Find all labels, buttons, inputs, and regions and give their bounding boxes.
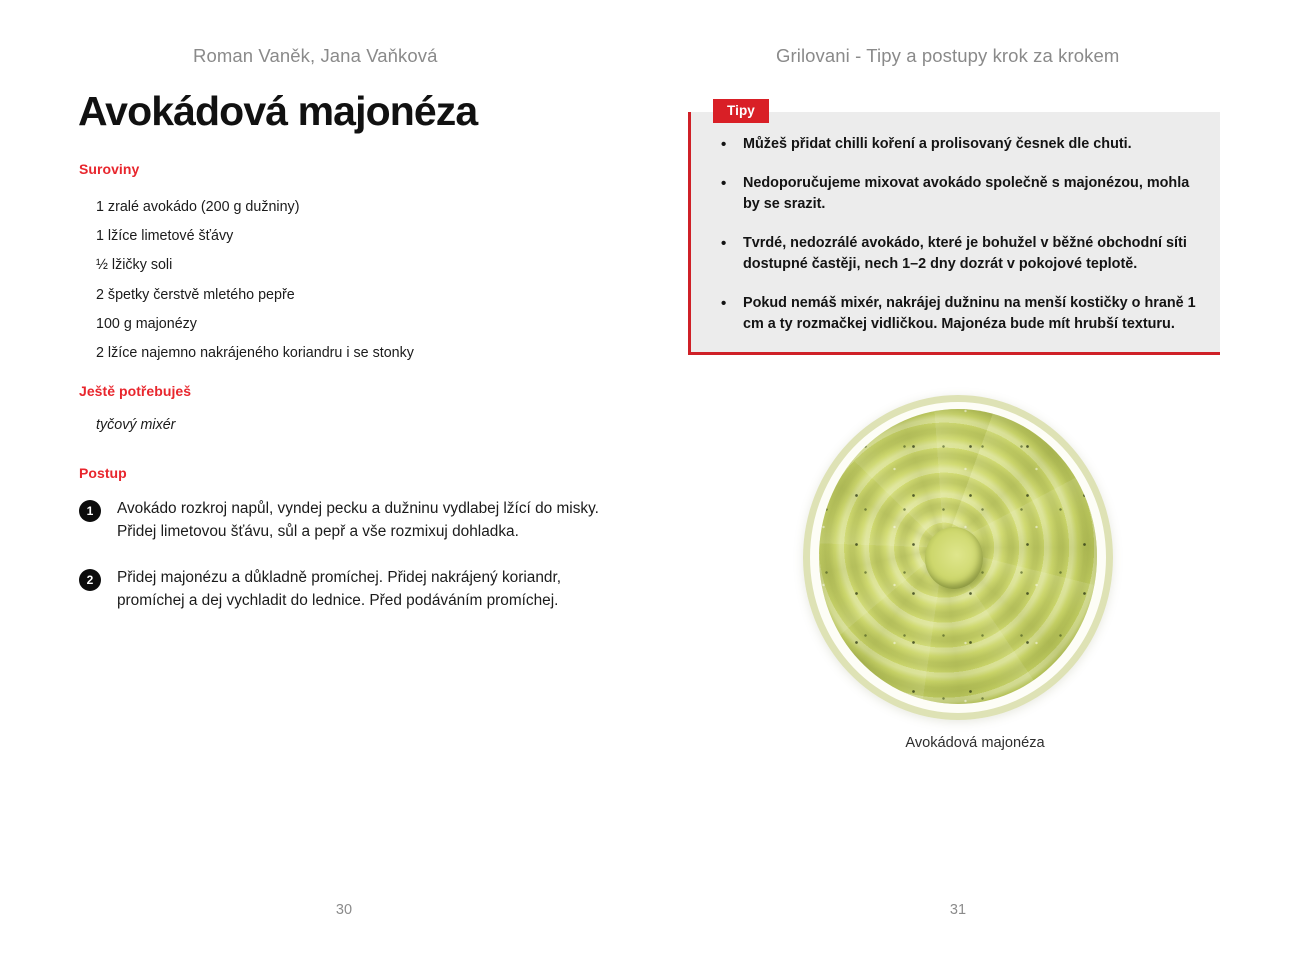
tips-badge: Tipy: [713, 99, 769, 123]
bullet-icon: •: [721, 234, 727, 252]
step-number-badge: 2: [79, 569, 101, 591]
list-item: 2 špetky čerstvě mletého pepře: [96, 286, 295, 303]
list-item: tyčový mixér: [96, 417, 176, 433]
swirl-center: [925, 527, 983, 589]
tips-box: [688, 112, 1220, 355]
equipment-heading: Ještě potřebuješ: [79, 383, 192, 399]
page-number: 30: [335, 902, 353, 918]
list-item: 100 g majonézy: [96, 315, 197, 332]
list-item: 2 lžíce najemno nakrájeného koriandru i se stonky: [96, 345, 414, 362]
tips-panel: [688, 103, 1220, 355]
running-head-authors: Roman Vaněk, Jana Vaňková: [193, 45, 438, 66]
ingredients-list: [96, 193, 566, 368]
list-item: [717, 173, 1198, 216]
list-item: ½ lžičky soli: [96, 257, 173, 274]
avocado-mayonnaise-surface: [819, 409, 1097, 704]
steps-heading: Postup: [79, 465, 127, 481]
list-item: [79, 567, 624, 612]
tip-text: Můžeš přidat chilli koření a prolisovaný česnek dle chuti.: [743, 136, 1132, 152]
equipment-list: [96, 415, 175, 436]
page-number: 31: [949, 902, 967, 918]
ingredients-heading: Suroviny: [79, 161, 140, 177]
list-item: 1 zralé avokádo (200 g dužniny): [96, 199, 300, 215]
list-item: 1 lžíce limetové šťávy: [96, 228, 234, 245]
page-title: Avokádová majonéza: [78, 88, 478, 134]
tip-text: Pokud nemáš mixér, nakrájej dužninu na menší kostičky o hraně 1 cm a ty rozmačkej vidličkou. Majonéza bude mít hrubší texturu.: [743, 294, 1196, 332]
step-text: Přidej majonézu a důkladně promíchej. Přidej nakrájený koriandr, promíchej a dej vychladit do lednice. Před podáváním promíchej.: [117, 569, 562, 609]
photo-caption: Avokádová majonéza: [905, 735, 1045, 751]
list-item: [79, 498, 624, 543]
tip-text: Nedoporučujeme mixovat avokádo společně s majonézou, mohla by se srazit.: [743, 174, 1190, 212]
list-item: [717, 233, 1198, 276]
bullet-icon: •: [721, 294, 727, 312]
right-page: [650, 0, 1300, 975]
step-number-badge: 1: [79, 500, 101, 522]
list-item: [717, 293, 1198, 336]
bullet-icon: •: [721, 136, 727, 153]
steps-list: [79, 498, 624, 636]
recipe-photo: [803, 395, 1113, 720]
running-head-booktitle: Grilovani - Tipy a postupy krok za krokem: [776, 45, 1120, 66]
bullet-icon: •: [721, 174, 727, 192]
tip-text: Tvrdé, nedozrálé avokádo, které je bohužel v běžné obchodní síti dostupné častěji, nech 1–2 dny dozrát v pokojové teplotě.: [743, 234, 1187, 272]
list-item: [717, 134, 1198, 156]
step-text: Avokádo rozkroj napůl, vyndej pecku a dužninu vydlabej lžící do misky. Přidej limetovou šťávu, sůl a pepř a vše rozmixuj dohladka.: [117, 500, 599, 540]
